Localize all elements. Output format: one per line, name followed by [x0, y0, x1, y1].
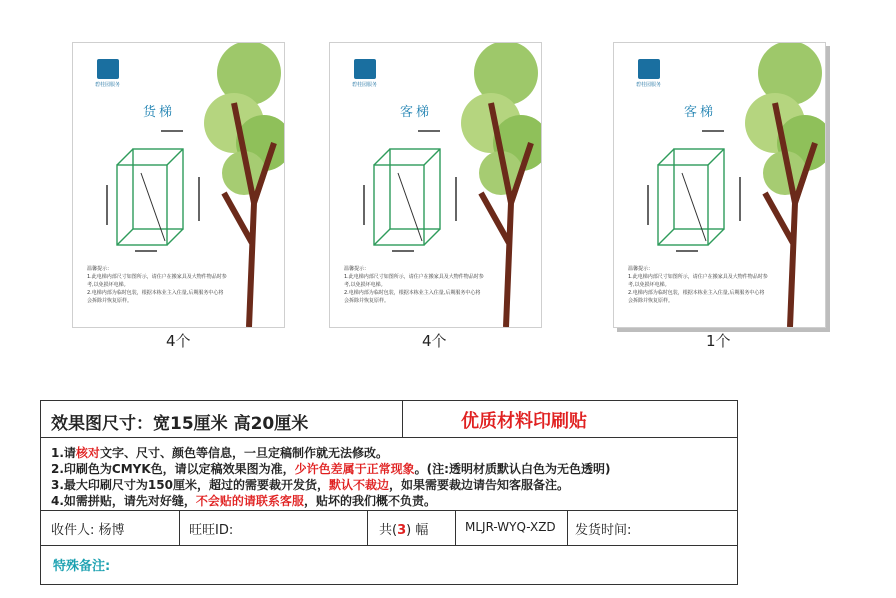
wangwang-id: 旺旺ID:: [189, 523, 234, 538]
recipient: 收件人: 杨博: [51, 523, 125, 538]
logo-icon: [97, 59, 119, 79]
quantity-label: 1个: [706, 332, 731, 350]
sign-title: 货梯: [143, 105, 176, 120]
special-notes: 特殊备注:: [53, 559, 111, 574]
order-code: MLJR-WYQ-XZD: [465, 520, 556, 534]
tree-illustration: [735, 43, 825, 327]
warm-tips: 温馨提示： 1.此电梯内部尺寸如图所示，请住户在搬家具及大物件物品时参考,以免损坏电梯。 2.电梯内部为临时包装，根据本栋业主入住量,后期服务中心将会拆除并恢复原样。: [344, 266, 484, 304]
instructions: 1.请核对文字、尺寸、颜色等信息，一旦定稿制作就无法修改。 2.印刷色为CMYK色，请以定稿效果图为准，少许色差属于正常现象。(注:透明材质默认白色为无色透明) 3.最大印刷尺寸为150厘米，超过的需要裁开发货，默认不裁边，如果需要裁边请告知客服备注。 4.如需拼贴，请先对好缝，不会贴的请联系客服，贴坏的我们概不负责。: [41, 438, 737, 511]
info-row: [41, 511, 737, 546]
logo-text: 碧桂园服务: [95, 82, 121, 88]
logo-icon: [638, 59, 660, 79]
tree-illustration: [451, 43, 541, 327]
ship-time: 发货时间:: [575, 523, 632, 538]
quantity-total: 共(3) 幅: [379, 523, 429, 538]
logo-text: 碧桂园服务: [352, 82, 378, 88]
header-row: [41, 401, 737, 438]
elevator-sign-1: [72, 42, 285, 328]
material-label: 优质材料印刷贴: [461, 411, 587, 432]
quantity-label: 4个: [422, 332, 447, 350]
sign-title: 客梯: [684, 105, 717, 120]
quantity-label: 4个: [166, 332, 191, 350]
elevator-sign-2: [329, 42, 542, 328]
logo-icon: [354, 59, 376, 79]
sign-title: 客梯: [400, 105, 433, 120]
size-label: 效果图尺寸：宽15厘米 高20厘米: [51, 414, 309, 434]
tree-illustration: [194, 43, 284, 327]
warm-tips: 温馨提示： 1.此电梯内部尺寸如图所示，请住户在搬家具及大物件物品时参考,以免损坏电梯。 2.电梯内部为临时包装，根据本栋业主入住量,后期服务中心将会拆除并恢复原样。: [87, 266, 227, 304]
elevator-sign-3: [613, 42, 826, 328]
warm-tips: 温馨提示： 1.此电梯内部尺寸如图所示，请住户在搬家具及大物件物品时参考,以免损坏电梯。 2.电梯内部为临时包装，根据本栋业主入住量,后期服务中心将会拆除并恢复原样。: [628, 266, 768, 304]
order-sheet: [40, 400, 738, 585]
logo-text: 碧桂园服务: [636, 82, 662, 88]
